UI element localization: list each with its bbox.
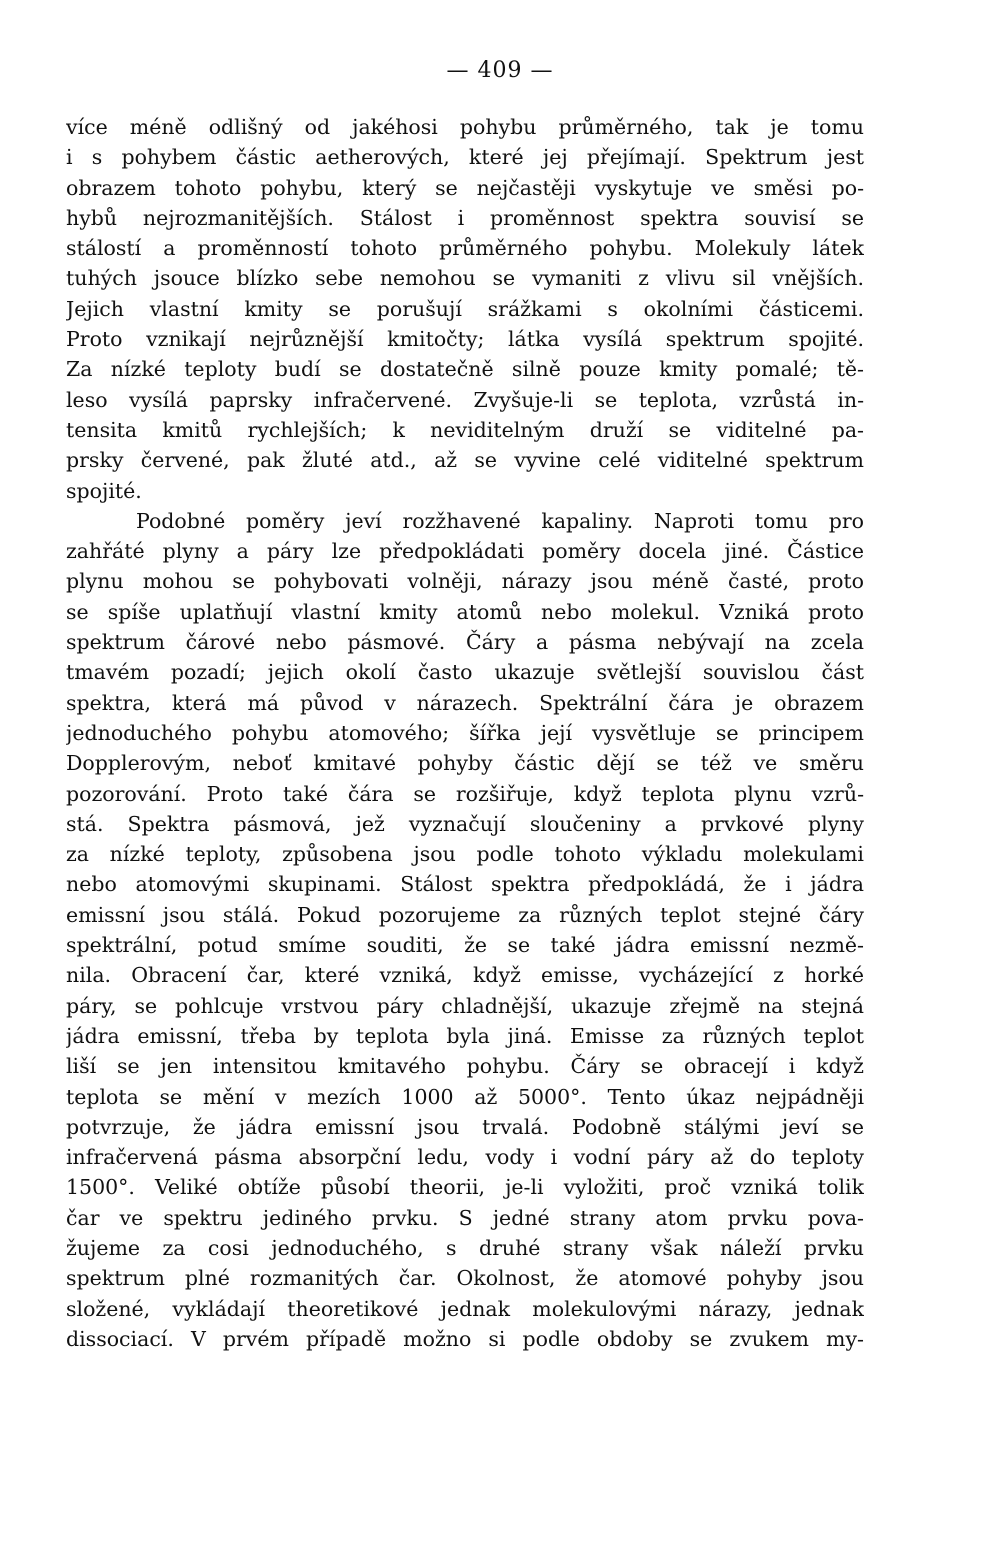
text-line: spektrum plné rozmanitých čar. Okolnost, že atomové pohyby jsou bbox=[66, 1266, 864, 1291]
text-body bbox=[66, 112, 864, 1354]
text-line: stá. Spektra pásmová, jež vyznačují sloučeniny a prvkové plyny bbox=[66, 811, 864, 836]
text-line: spektra, která má původ v nárazech. Spektrální čára je obrazem bbox=[66, 690, 864, 715]
page-number: — 409 — bbox=[446, 58, 554, 83]
text-line: složené, vykládají theoretikové jednak molekulovými nárazy, jednak bbox=[66, 1296, 864, 1321]
text-line: obrazem tohoto pohybu, který se nejčastěji vyskytuje ve směsi po- bbox=[66, 175, 864, 200]
text-line: tuhých jsouce blízko sebe nemohou se vymaniti z vlivu sil vnějších. bbox=[66, 266, 864, 291]
text-line: Jejich vlastní kmity se porušují srážkami s okolními částicemi. bbox=[66, 296, 864, 321]
paragraph bbox=[66, 112, 864, 506]
text-line: spektrální, potud smíme souditi, že se také jádra emissní nezmě- bbox=[66, 933, 864, 958]
text-line: se spíše uplatňují vlastní kmity atomů nebo molekul. Vzniká proto bbox=[66, 599, 864, 624]
text-line: páry, se pohlcuje vrstvou páry chladnější, ukazuje zřejmě na stejná bbox=[66, 993, 864, 1018]
text-line: plynu mohou se pohybovati volněji, nárazy jsou méně časté, proto bbox=[66, 569, 864, 594]
text-line: nebo atomovými skupinami. Stálost spektra předpokládá, že i jádra bbox=[66, 872, 864, 897]
text-line: více méně odlišný od jakéhosi pohybu průměrného, tak je tomu bbox=[66, 115, 864, 139]
text-line: Dopplerovým, neboť kmitavé pohyby částic dějí se též ve směru bbox=[66, 751, 864, 776]
text-line: spektrum čárové nebo pásmové. Čáry a pásma nebývají na zcela bbox=[66, 630, 864, 655]
text-line: prsky červené, pak žluté atd., až se vyvine celé viditelné spektrum bbox=[66, 448, 864, 473]
text-line: žujeme za cosi jednoduchého, s druhé strany však náleží prvku bbox=[66, 1235, 864, 1260]
text-line: infračervená pásma absorpční ledu, vody i vodní páry až do teploty bbox=[66, 1145, 864, 1170]
text-line: potvrzuje, že jádra emissní jsou trvalá. Podobně stálými jeví se bbox=[66, 1114, 864, 1139]
text-line: emissní jsou stálá. Pokud pozorujeme za různých teplot stejné čáry bbox=[66, 902, 864, 927]
text-line: nila. Obracení čar, které vzniká, když emisse, vycházející z horké bbox=[66, 963, 864, 988]
text-line: Podobné poměry jeví rozžhavené kapaliny. Naproti tomu pro bbox=[136, 508, 864, 533]
text-line: Za nízké teploty budí se dostatečně silně pouze kmity pomalé; tě- bbox=[66, 357, 864, 382]
text-line: čar ve spektru jediného prvku. S jedné strany atom prvku pova- bbox=[66, 1205, 864, 1230]
text-line: spojité. bbox=[66, 478, 142, 503]
text-line: leso vysílá paprsky infračervené. Zvyšuje-li se teplota, vzrůstá in- bbox=[66, 387, 864, 412]
text-line: jednoduchého pohybu atomového; šířka její vysvětluje se principem bbox=[66, 720, 864, 745]
paragraph bbox=[66, 506, 864, 1354]
text-line: Proto vznikají nejrůznější kmitočty; látka vysílá spektrum spojité. bbox=[66, 327, 864, 352]
text-line: 1500°. Veliké obtíže působí theorii, je-li vyložiti, proč vzniká tolik bbox=[66, 1175, 864, 1200]
text-line: hybů nejrozmanitějších. Stálost i proměnnost spektra souvisí se bbox=[66, 205, 864, 230]
text-line: pozorování. Proto také čára se rozšiřuje, když teplota plynu vzrů- bbox=[66, 781, 864, 806]
text-line: jádra emissní, třeba by teplota byla jiná. Emisse za různých teplot bbox=[66, 1023, 864, 1048]
text-line: dissociací. V prvém případě možno si podle obdoby se zvukem my- bbox=[66, 1326, 864, 1351]
text-line: za nízké teploty, způsobena jsou podle tohoto výkladu molekulami bbox=[66, 842, 864, 867]
text-line: stálostí a proměnností tohoto průměrného pohybu. Molekuly látek bbox=[66, 236, 864, 261]
text-line: tmavém pozadí; jejich okolí často ukazuje světlejší souvislou část bbox=[66, 660, 864, 685]
text-line: tensita kmitů rychlejších; k neviditelným druží se viditelné pa- bbox=[66, 417, 864, 442]
text-line: zahřáté plyny a páry lze předpokládati poměry docela jiné. Částice bbox=[66, 539, 864, 564]
text-line: teplota se mění v mezích 1000 až 5000°. Tento úkaz nejpádněji bbox=[66, 1084, 864, 1109]
text-line: liší se jen intensitou kmitavého pohybu. Čáry se obracejí i když bbox=[66, 1054, 864, 1079]
text-line: i s pohybem částic aetherových, které jej přejímají. Spektrum jest bbox=[66, 145, 864, 170]
